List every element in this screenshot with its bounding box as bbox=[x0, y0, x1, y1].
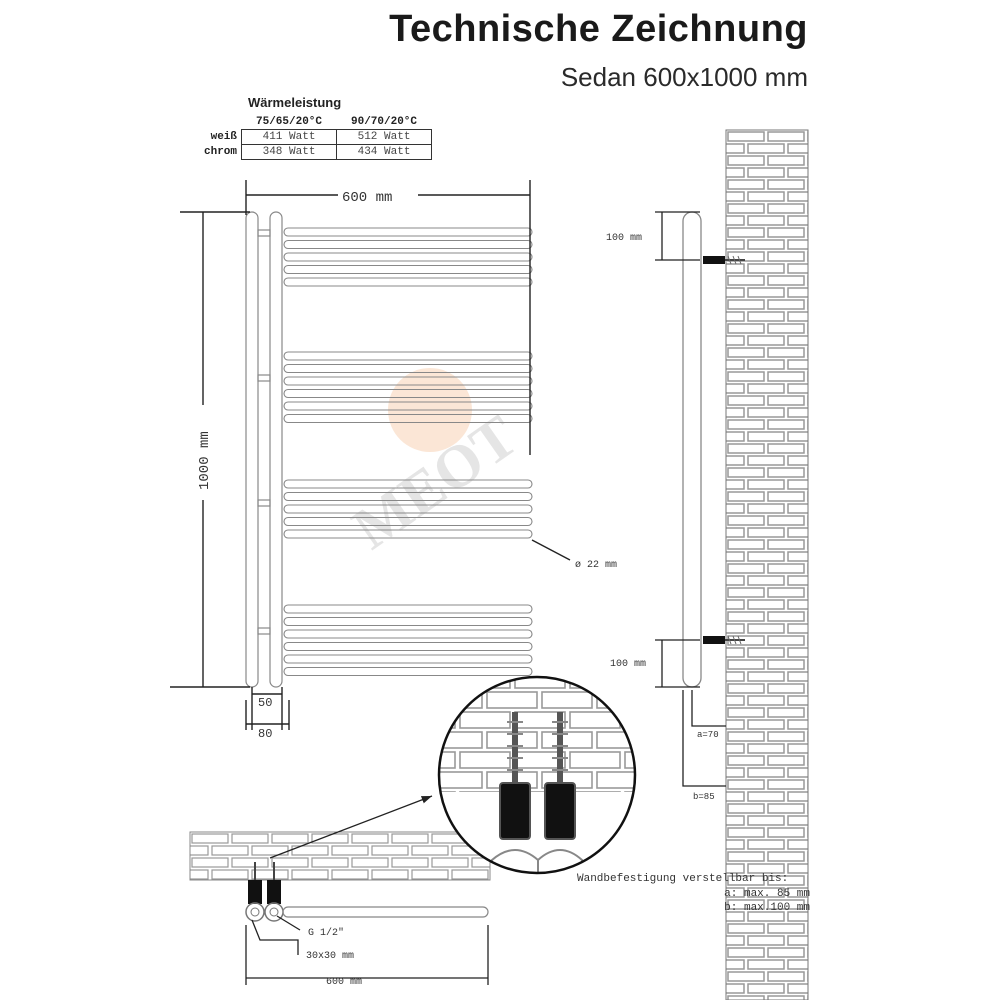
tube-diameter-label: ø 22 mm bbox=[575, 560, 618, 571]
connection-thread-label: G 1/2" bbox=[308, 928, 345, 939]
heat-row-label: chrom bbox=[204, 146, 238, 158]
radiator-bar bbox=[284, 266, 532, 274]
page-subtitle: Sedan 600x1000 mm bbox=[560, 62, 808, 92]
radiator-bar bbox=[284, 630, 532, 638]
radiator-bar bbox=[284, 618, 532, 626]
heat-cell: 348 Watt bbox=[242, 145, 337, 160]
heat-cell: 434 Watt bbox=[337, 145, 432, 160]
radiator-bar bbox=[284, 253, 532, 261]
dimension-a-label: a=70 bbox=[697, 730, 719, 740]
connection-size-label: 30x30 mm bbox=[306, 951, 355, 962]
collector-link bbox=[258, 500, 270, 506]
right-collector-tube bbox=[270, 212, 282, 687]
radiator-bar bbox=[284, 605, 532, 613]
heat-cell: 512 Watt bbox=[337, 130, 432, 145]
radiator-bar bbox=[284, 278, 532, 286]
height-dimension-label: 1000 mm bbox=[197, 431, 213, 490]
heat-table-title: Wärmeleistung bbox=[248, 95, 342, 110]
radiator-bar bbox=[284, 228, 532, 236]
heat-cell: 411 Watt bbox=[242, 130, 337, 145]
radiator-bar bbox=[284, 241, 532, 249]
radiator-bar bbox=[284, 668, 532, 676]
width-dimension-label: 600 mm bbox=[342, 190, 393, 206]
left-collector-tube bbox=[246, 212, 258, 687]
side-radiator-profile bbox=[683, 212, 701, 687]
bottom-offset-label: 100 mm bbox=[610, 659, 647, 670]
collector-link bbox=[258, 375, 270, 381]
dimension-50-label: 50 bbox=[258, 696, 273, 710]
collector-link bbox=[258, 628, 270, 634]
mounting-note-line1: Wandbefestigung verstellbar bis: bbox=[577, 873, 789, 885]
radiator-bar bbox=[284, 352, 532, 360]
radiator-bar bbox=[284, 365, 532, 373]
side-dimensions bbox=[655, 212, 726, 786]
dimension-b-label: b=85 bbox=[693, 792, 715, 802]
page-title: Technische Zeichnung bbox=[389, 8, 808, 50]
watermark-text: MEOT bbox=[340, 402, 529, 562]
dimension-80-label: 80 bbox=[258, 727, 273, 741]
top-offset-label: 100 mm bbox=[606, 233, 643, 244]
heat-column-header: 90/70/20°C bbox=[351, 116, 418, 128]
bottom-width-label: 600 mm bbox=[326, 977, 363, 988]
heat-column-header: 75/65/20°C bbox=[256, 116, 323, 128]
collector-link bbox=[258, 230, 270, 236]
wall-brick-bottom bbox=[190, 832, 490, 880]
radiator-bar bbox=[284, 643, 532, 651]
mounting-note-line2: a: max. 85 mm bbox=[724, 888, 810, 900]
heat-row-label: weiß bbox=[210, 131, 238, 143]
radiator-bar bbox=[284, 655, 532, 663]
mounting-note-line3: b: max.100 mm bbox=[724, 902, 810, 914]
